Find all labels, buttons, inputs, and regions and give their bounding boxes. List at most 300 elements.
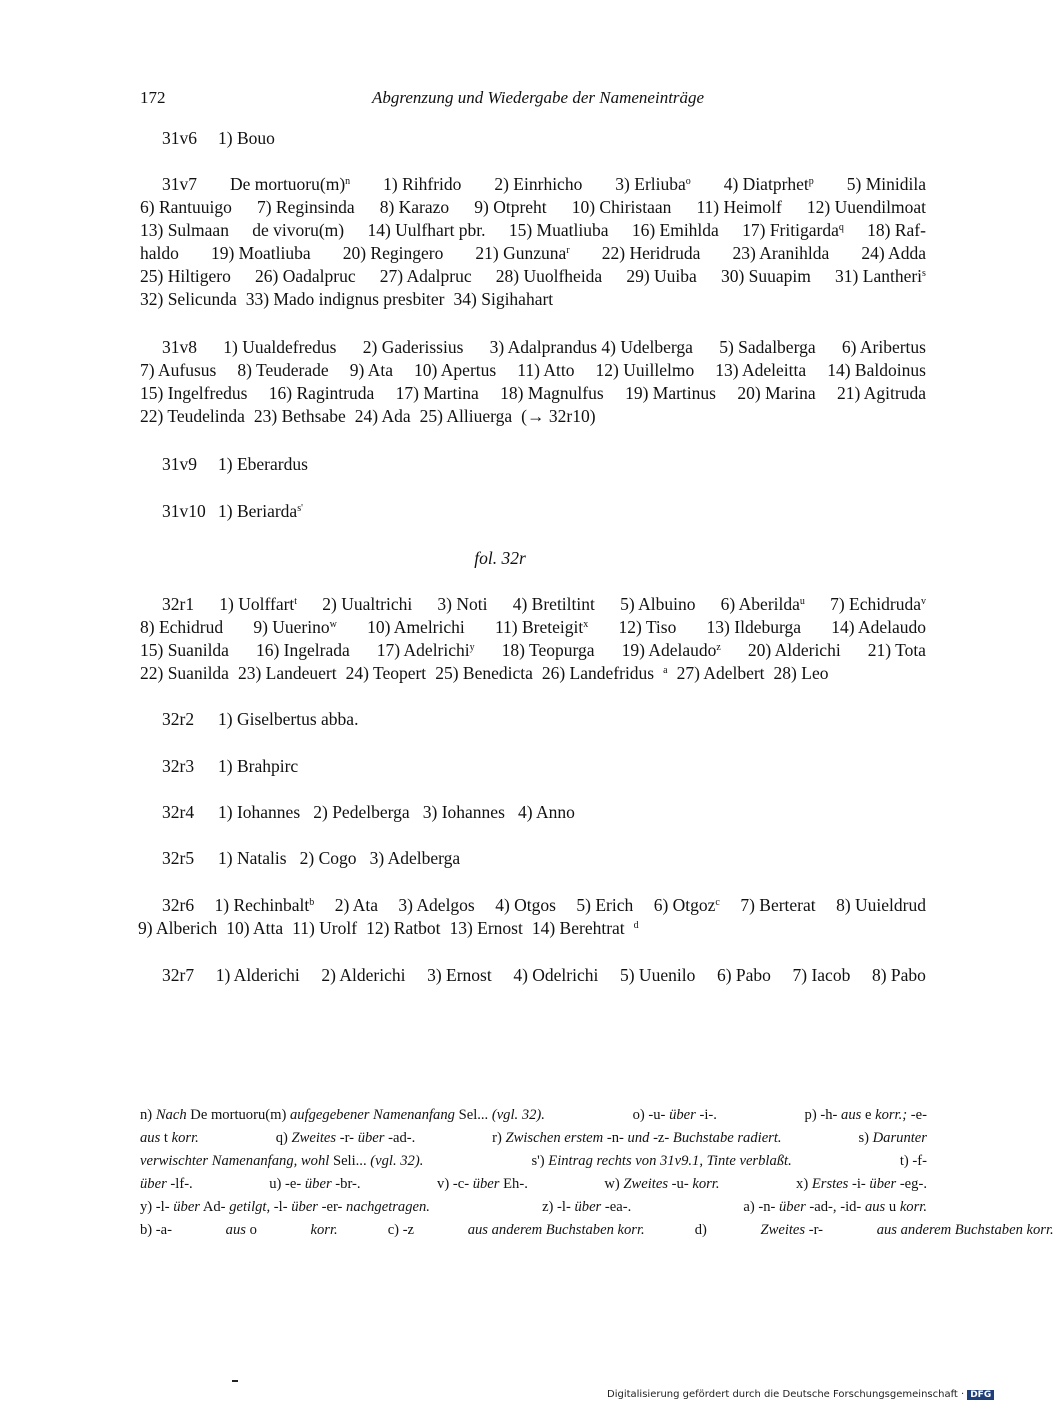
- footnote-text: getilgt,: [229, 1199, 271, 1215]
- name-item: 14) Uulfhart pbr.: [367, 220, 486, 240]
- footnote-text: über: [472, 1176, 500, 1192]
- name-item: [721, 593, 805, 616]
- name-item: 16) Ingelrada: [255, 640, 350, 660]
- name-item: 7) Iacob: [792, 965, 851, 985]
- footnote-line: [140, 1127, 927, 1150]
- text-line: [140, 382, 926, 405]
- footnote-ref: r: [566, 245, 570, 256]
- footnote-text: q): [275, 1130, 292, 1146]
- footnote-n: [140, 1104, 545, 1127]
- footnote-text: Sel...: [454, 1107, 492, 1123]
- text-line: [140, 219, 926, 242]
- footnote-text: aus: [225, 1222, 246, 1238]
- footnote-text: -br-.: [331, 1176, 361, 1192]
- footnote-o: [633, 1104, 717, 1127]
- name-item: [542, 662, 668, 685]
- footnote-text: Seli...: [329, 1153, 371, 1169]
- footnote-text: e: [861, 1107, 876, 1123]
- footnote-s-prime: [531, 1150, 791, 1173]
- cross-reference: (→ 32r10): [521, 406, 596, 426]
- footnote-ref: z: [716, 642, 721, 653]
- entry-31v10: [140, 500, 926, 523]
- name-item: 22) Heridruda: [601, 243, 701, 263]
- entry-31v8: [140, 336, 926, 428]
- footnote-text: über: [779, 1199, 806, 1215]
- footnote-text: o: [245, 1222, 261, 1238]
- name-item: 9) Alberich: [138, 918, 218, 938]
- footnote-text: z) -l-: [542, 1199, 575, 1215]
- name-item: 21) Tota: [867, 640, 926, 660]
- name-item: 30) Suuapim: [720, 266, 811, 286]
- footnote-b: [140, 1219, 338, 1242]
- name-item: 15) Ingelfredus: [140, 383, 248, 403]
- footnote-s: [858, 1127, 927, 1150]
- entry-id: 32r6: [162, 895, 195, 915]
- footnote-text: De mortuoru(m): [186, 1107, 290, 1123]
- footnote-text: aus: [864, 1199, 886, 1215]
- name-item: 27) Adalpruc: [379, 266, 472, 286]
- name-item: 5) Erich: [576, 895, 634, 915]
- name-item: 2) Uualtrichi: [322, 594, 413, 614]
- stray-ink-mark: [232, 1380, 238, 1382]
- footnote-ref: a: [663, 665, 668, 676]
- name-item: [830, 593, 926, 616]
- footnote-text: korr.: [899, 1199, 927, 1215]
- name-item: 7) Berterat: [740, 895, 816, 915]
- entry-32r7: [140, 964, 926, 987]
- name-text: 1) Rechinbalt: [214, 895, 310, 915]
- name-item: 3) Adalprandus 4) Udelberga: [489, 337, 693, 357]
- name-text: 11) Breteigit: [494, 617, 584, 637]
- footnote-v: [437, 1173, 528, 1196]
- entry-id: 32r7: [162, 965, 195, 985]
- name-item: 1) Uualdefredus: [223, 337, 337, 357]
- name-item: 17) Martina: [395, 383, 479, 403]
- entry-id: 31v6: [162, 128, 197, 148]
- footnote-a: [743, 1196, 927, 1219]
- footnote-text: n): [140, 1107, 156, 1123]
- name-item: 33) Mado indignus presbiter: [245, 289, 445, 309]
- footnote-z: [542, 1196, 631, 1219]
- text-line: [140, 639, 926, 662]
- name-item: 14) Adelaudo: [831, 617, 926, 637]
- footnote-text: -eg-.: [896, 1176, 927, 1192]
- footnote-text: (vgl. 32).: [491, 1107, 545, 1123]
- name-item: 22) Suanilda: [140, 663, 229, 683]
- footnote-text: aufgegebener Namenanfang: [289, 1107, 455, 1123]
- footnote-text: t: [160, 1130, 172, 1146]
- entry-text: 1) Giselbertus abba.: [218, 709, 359, 729]
- footnote-text: a) -n-: [743, 1199, 779, 1215]
- footnote-text: u) -e-: [269, 1176, 305, 1192]
- footnote-t-cont: [140, 1173, 193, 1196]
- name-item: [230, 173, 350, 196]
- text-line: [140, 242, 926, 265]
- name-item: 32) Selicunda: [140, 289, 237, 309]
- name-text: 6) Otgoz: [653, 895, 716, 915]
- footnote-text: (vgl. 32).: [370, 1153, 424, 1169]
- footnotes: [140, 1104, 1054, 1242]
- name-item: 8) Pabo: [871, 965, 926, 985]
- name-item: [654, 894, 720, 917]
- footnote-text: über: [669, 1107, 696, 1123]
- name-item: [615, 173, 690, 196]
- name-item: 2) Einrhicho: [494, 174, 583, 194]
- name-text: 26) Landefridus: [541, 663, 655, 683]
- name-text: 14) Berehtrat: [531, 918, 625, 938]
- text-line: [140, 662, 926, 685]
- footnote-text: p) -h-: [804, 1107, 842, 1123]
- name-text: 7) Echidruda: [830, 594, 921, 614]
- footnote-ref: b: [309, 897, 315, 908]
- footnote-text: aus: [841, 1107, 862, 1123]
- text-line: [140, 288, 926, 311]
- footnote-text: Eh-.: [499, 1176, 528, 1192]
- footnote-u: [269, 1173, 360, 1196]
- text-line: [140, 359, 926, 382]
- footnote-text: o) -u-: [632, 1107, 670, 1123]
- section-label: de vivoru(m): [252, 220, 345, 240]
- footnote-text: und: [627, 1130, 650, 1146]
- name-text: 6) Aberilda: [720, 594, 800, 614]
- name-item: 10) Amelrichi: [367, 617, 465, 637]
- footnote-text: korr.;: [875, 1107, 908, 1123]
- footnote-ref: t: [294, 596, 298, 607]
- footnote-ref: u: [799, 596, 805, 607]
- footnote-line: [140, 1104, 927, 1127]
- footnote-ref: n: [345, 176, 351, 187]
- footnote-line: [140, 1173, 927, 1196]
- name-item: 10) Apertus: [414, 360, 497, 380]
- entry-31v6: [140, 127, 926, 150]
- footnote-text: -r-: [805, 1222, 827, 1238]
- name-item: [495, 616, 588, 639]
- name-item: 11) Atto: [517, 360, 575, 380]
- name-item: 15) Muatliuba: [508, 220, 609, 240]
- digitization-note: Digitalisierung gefördert durch die Deutsche Forschungsgemeinschaft ·: [607, 1389, 965, 1400]
- entry-id: 31v10: [162, 501, 206, 521]
- text-line: [140, 173, 926, 196]
- folio-heading: fol. 32r: [474, 548, 526, 568]
- name-item: 21) Agitruda: [837, 383, 926, 403]
- name-item: [622, 639, 721, 662]
- footnote-text: über: [291, 1199, 318, 1215]
- name-item: 13) Ildeburga: [706, 617, 801, 637]
- entry-text: 1) Natalis 2) Cogo 3) Adelberga: [218, 848, 461, 868]
- footnote-text: Zweites: [291, 1130, 337, 1146]
- name-item: 34) Sigihahart: [453, 289, 554, 309]
- name-item: 18) Raf-: [867, 220, 926, 240]
- name-text: 17) Fritigarda: [742, 220, 839, 240]
- footnote-text: -ad-.: [384, 1130, 416, 1146]
- footnote-text: w): [604, 1176, 624, 1192]
- footnote-ref: s': [297, 503, 303, 514]
- name-item: 23) Landeuert: [237, 663, 337, 683]
- name-item: 2) Alderichi: [321, 965, 406, 985]
- text-line: [140, 616, 926, 639]
- name-item: 11) Urolf: [292, 918, 358, 938]
- footnote-s-cont: [140, 1150, 423, 1173]
- name-item: 8) Uuieldrud: [836, 895, 926, 915]
- footnote-text: Erstes: [811, 1176, 849, 1192]
- entry-id: 32r3: [162, 756, 195, 776]
- name-item: 25) Hiltigero: [140, 266, 231, 286]
- footnote-ref: c: [715, 897, 720, 908]
- footnote-text: d): [694, 1222, 711, 1238]
- name-item: 12) Uuillelmo: [595, 360, 695, 380]
- footnote-text: korr.: [310, 1222, 338, 1238]
- name-item: 5) Uuenilo: [619, 965, 696, 985]
- running-title: Abgrenzung und Wiedergabe der Nameneinträge: [372, 88, 705, 107]
- footnote-text: aus anderem Buchstaben korr.: [876, 1222, 1054, 1238]
- footnote-text: korr.: [692, 1176, 720, 1192]
- footnote-w: [604, 1173, 719, 1196]
- name-item: 29) Uuiba: [626, 266, 697, 286]
- footnote-ref: q: [838, 222, 844, 233]
- entry-text: 1) Brahpirc: [218, 756, 299, 776]
- name-item: [835, 265, 926, 288]
- name-text: 31) Lantheri: [835, 266, 923, 286]
- footnote-text: über: [869, 1176, 897, 1192]
- footnote-c: [388, 1219, 645, 1242]
- name-item: 24) Adda: [861, 243, 926, 263]
- footnote-text: verwischter Namenanfang, wohl: [140, 1153, 330, 1169]
- name-item: [724, 173, 814, 196]
- entry-32r5: [140, 847, 926, 870]
- footnote-text: -ea-.: [601, 1199, 632, 1215]
- name-item: 8) Echidrud: [140, 617, 224, 637]
- name-item: 9) Otpreht: [474, 197, 547, 217]
- footnote-line: [140, 1196, 927, 1219]
- name-item: 6) Rantuuigo: [140, 197, 232, 217]
- name-item: 25) Alliuerga: [419, 406, 513, 426]
- footnote-text: -lf-.: [166, 1176, 193, 1192]
- running-head: [140, 88, 925, 112]
- text-line: [140, 196, 926, 219]
- footnote-text: r): [492, 1130, 506, 1146]
- name-item: 16) Ragintruda: [268, 383, 375, 403]
- name-item: 18) Magnulfus: [500, 383, 604, 403]
- name-item: 6) Aribertus: [841, 337, 926, 357]
- section-label: De mortuoru(m): [229, 174, 346, 194]
- footnote-text: Zwischen erstem: [505, 1130, 604, 1146]
- footnote-text: -ad-, -id-: [805, 1199, 865, 1215]
- name-item: 28) Leo: [773, 663, 829, 683]
- name-item: [742, 219, 844, 242]
- entry-31v9: [140, 453, 926, 476]
- name-item: 2) Gaderissius: [362, 337, 464, 357]
- name-item: 12) Ratbot: [366, 918, 441, 938]
- footnote-text: aus anderem Buchstaben korr.: [467, 1222, 645, 1238]
- name-item: 12) Tiso: [618, 617, 677, 637]
- name-item: 1) Rihfrido: [383, 174, 462, 194]
- footnote-text: Zweites: [623, 1176, 669, 1192]
- name-item: 4) Bretiltint: [512, 594, 595, 614]
- name-item: 6) Pabo: [716, 965, 771, 985]
- entry-text: 1) Eberardus: [218, 454, 308, 474]
- footnote-text: über: [140, 1176, 167, 1192]
- name-item: [532, 917, 639, 940]
- text-line: [140, 894, 926, 917]
- footnote-ref: y: [469, 642, 475, 653]
- footnote-text: über: [304, 1176, 332, 1192]
- footnote-p-cont: [140, 1127, 199, 1150]
- footnote-text: über: [173, 1199, 200, 1215]
- footnote-text: -i-.: [695, 1107, 717, 1123]
- footnote-ref: o: [685, 176, 691, 187]
- text-line: [140, 964, 926, 987]
- footnote-text: s'): [531, 1153, 549, 1169]
- footnote-x: [796, 1173, 927, 1196]
- dfg-logo: DFG: [967, 1390, 994, 1400]
- footnote-text: korr.: [171, 1130, 199, 1146]
- footnote-text: -er-: [317, 1199, 347, 1215]
- name-item: 14) Baldoinus: [827, 360, 926, 380]
- footnote-text: -z-: [649, 1130, 673, 1146]
- footnote-d: [695, 1219, 1054, 1242]
- name-text: 1) Uolffart: [219, 594, 295, 614]
- name-item: [377, 639, 475, 662]
- footnote-text: y) -l-: [140, 1199, 174, 1215]
- footnote-line: [140, 1150, 927, 1173]
- footnote-text: Buchstabe radiert.: [672, 1130, 782, 1146]
- name-item: 20) Marina: [737, 383, 816, 403]
- entry-id: 31v7: [162, 174, 197, 194]
- name-item: 8) Karazo: [379, 197, 450, 217]
- name-text: 19) Adelaudo: [621, 640, 717, 660]
- name-item: 11) Heimolf: [696, 197, 782, 217]
- text-line: [138, 917, 926, 940]
- name-item: 9) Ata: [349, 360, 393, 380]
- name-item: 24) Teopert: [345, 663, 427, 683]
- footnote-text: -l-: [270, 1199, 292, 1215]
- footnote-r: [492, 1127, 781, 1150]
- name-item: 4) Otgos: [495, 895, 556, 915]
- entry-32r1: [140, 593, 926, 685]
- name-item: [215, 894, 315, 917]
- name-item: 3) Ernost: [427, 965, 492, 985]
- name-item: 10) Atta: [226, 918, 284, 938]
- name-item: 8) Teuderade: [237, 360, 329, 380]
- footnote-ref: s: [922, 268, 926, 279]
- entry-text: 1) Bouo: [218, 128, 275, 148]
- entry-id: 32r5: [162, 848, 195, 868]
- name-item: [253, 616, 337, 639]
- name-item: 13) Ernost: [449, 918, 523, 938]
- name-item: 25) Benedicta: [435, 663, 533, 683]
- entry-32r2: [140, 708, 926, 731]
- footnote-y: [140, 1196, 430, 1219]
- name-item: 5) Sadalberga: [719, 337, 816, 357]
- name-text: 3) Erliuba: [615, 174, 686, 194]
- footnote-t: t) -f-: [899, 1153, 927, 1169]
- name-item: 5) Albuino: [620, 594, 696, 614]
- name-item: 13) Sulmaan: [140, 220, 229, 240]
- footnote-text: -r-: [336, 1130, 358, 1146]
- footnote-text: -n-: [603, 1130, 628, 1146]
- name-item: 16) Emihlda: [631, 220, 719, 240]
- name-item: 13) Adeleitta: [715, 360, 807, 380]
- text-line: [140, 405, 926, 428]
- footnote-text: b) -a-: [140, 1222, 176, 1238]
- name-item: 20) Alderichi: [747, 640, 841, 660]
- name-item: 20) Regingero: [342, 243, 444, 263]
- footnote-text: x): [796, 1176, 812, 1192]
- footnote-p: [805, 1104, 927, 1127]
- footnote-text: Zweites: [760, 1222, 806, 1238]
- digitization-footer: [607, 1389, 994, 1400]
- footnote-text: Darunter: [872, 1130, 927, 1146]
- footnote-text: über: [574, 1199, 602, 1215]
- footnote-q: [276, 1127, 416, 1150]
- entry-id: 31v9: [162, 454, 197, 474]
- name-item: haldo: [140, 243, 179, 263]
- name-text: 17) Adelrichi: [376, 640, 470, 660]
- footnote-text: Nach: [155, 1107, 187, 1123]
- name-item: 7) Aufusus: [140, 360, 217, 380]
- name-item: 7) Reginsinda: [256, 197, 355, 217]
- entry-31v7: [140, 173, 926, 311]
- entry-id: 32r2: [162, 709, 195, 729]
- footnote-text: nachgetragen.: [346, 1199, 430, 1215]
- footnote-text: über: [357, 1130, 385, 1146]
- name-item: [219, 593, 297, 616]
- text-line: [140, 265, 926, 288]
- name-item: 3) Noti: [437, 594, 488, 614]
- footnote-text: Eintrag rechts von 31v9.1, Tinte verblaßt.: [548, 1153, 792, 1169]
- page-number: 172: [140, 88, 166, 107]
- name-item: 2) Ata: [334, 895, 378, 915]
- footnote-text: s): [858, 1130, 873, 1146]
- footnote-text: c) -z: [387, 1222, 418, 1238]
- text-line: [140, 336, 926, 359]
- name-item: 23) Bethsabe: [253, 406, 346, 426]
- name-item: 12) Uuendilmoat: [806, 197, 926, 217]
- name-item: 5) Minidila: [846, 174, 926, 194]
- footnote-ref: v: [920, 596, 926, 607]
- name-item: 3) Adelgos: [398, 895, 475, 915]
- name-text: 4) Diatprhet: [723, 174, 809, 194]
- name-item: 15) Suanilda: [140, 640, 229, 660]
- name-item: 10) Chiristaan: [571, 197, 672, 217]
- name-item: 1) Alderichi: [215, 965, 300, 985]
- name-item: 19) Moatliuba: [210, 243, 311, 263]
- entry-id: 32r4: [162, 802, 195, 822]
- entry-32r6: [140, 894, 926, 940]
- entry-id: 32r1: [162, 594, 195, 614]
- name-text: 9) Uuerino: [253, 617, 330, 637]
- name-text: 21) Gunzuna: [475, 243, 567, 263]
- footnote-ref: x: [583, 619, 589, 630]
- footnote-text: -i-: [848, 1176, 870, 1192]
- footnote-ref: w: [329, 619, 337, 630]
- footnote-text: -e-: [907, 1107, 927, 1123]
- entry-id: 31v8: [162, 337, 197, 357]
- footnote-text: v) -c-: [437, 1176, 473, 1192]
- name-item: 27) Adelbert: [676, 663, 765, 683]
- footnote-ref: p: [808, 176, 814, 187]
- entry-text: 1) Beriarda: [218, 501, 298, 521]
- name-item: 4) Odelrichi: [513, 965, 599, 985]
- name-item: 19) Martinus: [625, 383, 716, 403]
- name-item: 18) Teopurga: [501, 640, 595, 660]
- footnote-text: -u-: [668, 1176, 693, 1192]
- entry-32r3: [140, 755, 926, 778]
- entry-32r4: [140, 801, 926, 824]
- entry-text: 1) Iohannes 2) Pedelberga 3) Iohannes 4) Anno: [218, 802, 575, 822]
- name-item: [475, 242, 569, 265]
- name-item: 26) Oadalpruc: [255, 266, 356, 286]
